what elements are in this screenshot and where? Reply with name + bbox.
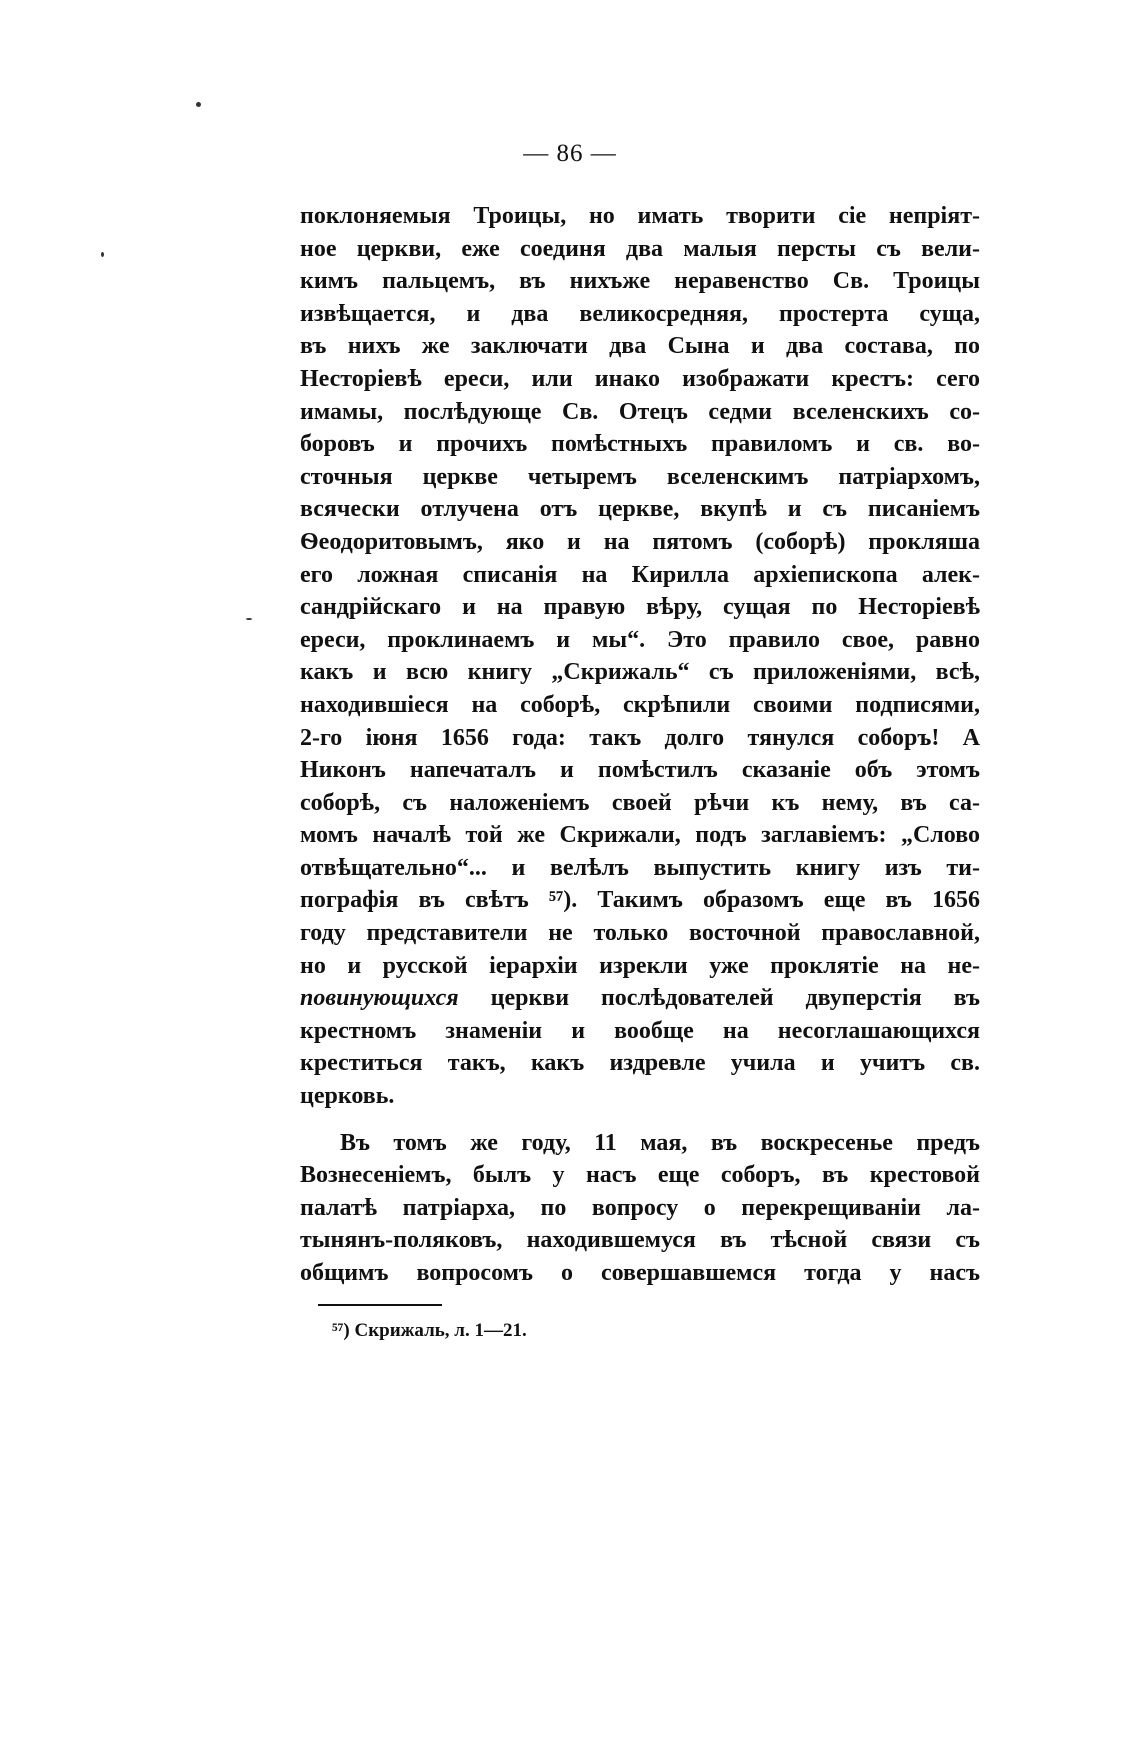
footnote-rule xyxy=(318,1304,442,1306)
scan-speck xyxy=(196,102,201,107)
text-line: какъ и всю книгу „Скрижаль“ съ приложеніями, всѣ, xyxy=(300,659,980,686)
text-line: момъ началѣ той же Скрижали, подъ заглавіемъ: „Слово xyxy=(300,822,980,849)
text-line: но и русской іерархіи изрекли уже проклятіе на не- xyxy=(300,952,980,979)
text-line: Несторіевѣ ереси, или инако изображати крестъ: сего xyxy=(300,365,980,392)
text-line: соборѣ, съ наложеніемъ своей рѣчи къ нему, въ са- xyxy=(300,789,980,816)
text-line: находившіеся на соборѣ, скрѣпили своими подписями, xyxy=(300,691,980,718)
scan-speck xyxy=(246,618,252,620)
text-line: боровъ и прочихъ помѣстныхъ правиломъ и св. во- xyxy=(300,431,980,458)
text-line: его ложная списанія на Кирилла архіепископа алек- xyxy=(300,561,980,588)
text-line: креститься такъ, какъ издревле учила и учитъ св. xyxy=(300,1050,980,1077)
text-line: общимъ вопросомъ о совершавшемся тогда у насъ xyxy=(300,1260,980,1286)
text-line-rest: церкви послѣдователей двуперстія въ xyxy=(490,985,981,1012)
body-text xyxy=(300,200,980,1290)
text-line: поклоняемыя Троицы, но имать творити сіе непріят- xyxy=(300,203,980,229)
text-line: ереси, проклинаемъ и мы“. Это правило свое, равно xyxy=(300,626,980,653)
footnote: ⁵⁷) Скрижаль, л. 1—21. xyxy=(332,1320,527,1341)
text-line: году представители не только восточной православной, xyxy=(300,920,980,947)
text-line: Въ томъ же году, 11 мая, въ воскресенье предъ xyxy=(340,1129,980,1156)
text-line: пографія въ свѣтъ ⁵⁷). Такимъ образомъ еще въ 1656 xyxy=(300,887,980,914)
scan-speck xyxy=(101,252,104,257)
text-line: крестномъ знаменіи и вообще на несоглашающихся xyxy=(300,1017,980,1044)
italic-word: повинующихся xyxy=(300,985,459,1012)
text-line: тынянъ-поляковъ, находившемуся въ тѣсной связи съ xyxy=(300,1227,980,1254)
text-line: 2-го іюня 1656 года: такъ долго тянулся соборъ! А xyxy=(300,724,980,751)
text-line: сандрійскаго и на правую вѣру, сущая по Несторіевѣ xyxy=(300,594,980,621)
text-line: отвѣщательно“... и велѣлъ выпустить книгу изъ ти- xyxy=(300,854,980,881)
page-number: — 86 — xyxy=(523,140,617,167)
text-line: ное церкви, еже соединя два малыя персты съ вели- xyxy=(300,235,980,262)
text-line: Вознесеніемъ, былъ у насъ еще соборъ, въ крестовой xyxy=(300,1162,980,1189)
text-line: всячески отлучена отъ церкве, вкупѣ и съ писаніемъ xyxy=(300,496,980,523)
text-line: въ нихъ же заключати два Сына и два состава, по xyxy=(300,333,980,360)
text-line: кимъ пальцемъ, въ нихъже неравенство Св. Троицы xyxy=(300,268,980,295)
text-line: палатѣ патріарха, по вопросу о перекрещиваніи ла- xyxy=(300,1194,980,1221)
text-line: имамы, послѣдующе Св. Отецъ седми вселенскихъ со- xyxy=(300,398,980,425)
text-line-with-italic xyxy=(300,982,980,1015)
text-line: Ѳеодоритовымъ, яко и на пятомъ (соборѣ) прокляша xyxy=(300,528,980,555)
paragraph-gap xyxy=(300,1113,980,1127)
text-line: церковь. xyxy=(300,1083,395,1110)
text-line: Никонъ напечаталъ и помѣстилъ сказаніе объ этомъ xyxy=(300,757,980,784)
text-line: извѣщается, и два великосредняя, простерта суща, xyxy=(300,300,980,327)
text-line: сточныя церкве четыремъ вселенскимъ патріархомъ, xyxy=(300,463,980,490)
